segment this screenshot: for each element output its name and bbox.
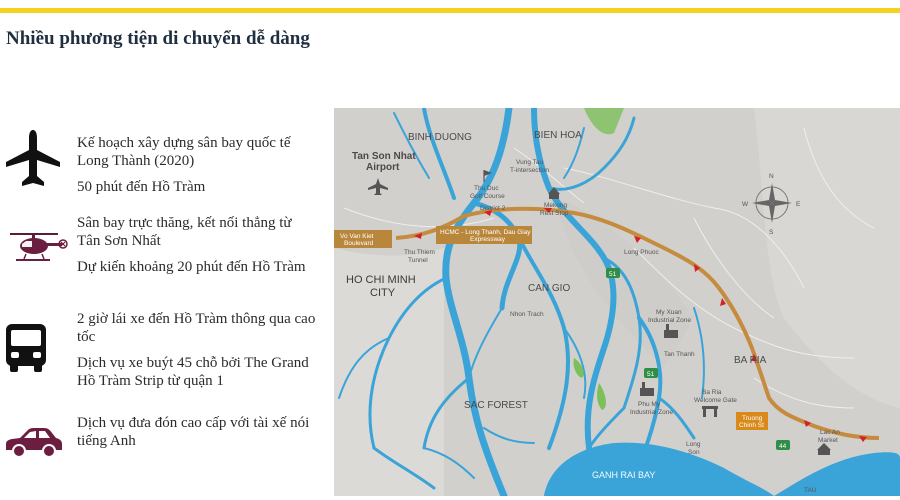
market-icon [817, 443, 831, 455]
top-accent-rule [0, 8, 900, 13]
feature-bus-line-1: 2 giờ lái xe đến Hồ Tràm thông qua cao tốc [77, 311, 316, 345]
label-thu-thiem-1: Thu Thiem [404, 249, 435, 256]
route-shield-51a [606, 268, 620, 278]
label-can-gio: CAN GIO [528, 283, 571, 294]
label-thu-thiem-2: Tunnel [408, 257, 428, 264]
label-lac-an-1: Lac An [820, 429, 840, 436]
label-lac-an-2: Market [818, 437, 838, 444]
label-tan-son-nhat-1: Tan Son Nhat [352, 151, 416, 162]
compass-e: E [796, 201, 801, 208]
label-ba-ria-gate-2: Welcome Gate [694, 397, 737, 404]
label-ganh-rai-bay: GANH RAI BAY [592, 470, 656, 480]
feature-helicopter-line-1: Sân bay trực thăng, kết nối thẳng từ Tân Sơn Nhất [77, 215, 292, 249]
label-tan-thanh: Tan Thanh [664, 351, 695, 358]
compass-w: W [742, 201, 749, 208]
helicopter-icon [4, 230, 68, 271]
svg-text:44: 44 [779, 443, 787, 450]
label-ho-chi-minh: HO CHI MINH [346, 274, 416, 286]
car-icon [4, 426, 64, 465]
label-vo-van-kiet-1: Vo Van Kiet [340, 233, 374, 240]
label-thu-duc-2: Golf Course [470, 193, 505, 200]
label-phu-my-2: Industrial Zone [630, 409, 673, 416]
label-thu-duc-1: Thu Duc [474, 185, 499, 192]
page-title: Nhiều phương tiện di chuyển dễ dàng [6, 28, 310, 49]
factory-icon-phu-my [640, 382, 654, 396]
label-expressway-2: Expressway [470, 236, 506, 243]
compass-s: S [769, 229, 774, 236]
label-my-xuan-2: Industrial Zone [648, 317, 691, 324]
label-mekong-1: Mekong [544, 202, 568, 209]
feature-airport-line-2: 50 phút đến Hồ Tràm [77, 179, 206, 195]
label-expressway-1: HCMC - Long Thanh, Dau Giay [440, 229, 531, 236]
svg-text:51: 51 [609, 271, 617, 278]
svg-text:51: 51 [647, 371, 655, 378]
bus-icon [4, 322, 48, 379]
feature-airport-line-1: Kế hoạch xây dựng sân bay quốc tế Long Thành (2020) [77, 135, 291, 169]
feature-car-line-1: Dịch vụ đưa đón cao cấp với tài xế nói tiếng Anh [77, 415, 310, 449]
label-binh-duong: BINH DUONG [408, 132, 472, 143]
label-vung-tau-short: TAU [804, 487, 817, 494]
label-nhon-trach: Nhon Trach [510, 311, 544, 318]
label-ba-ria: BA RIA [734, 355, 767, 366]
route-shield-44 [776, 440, 790, 450]
label-bien-hoa: BIEN HOA [534, 130, 582, 141]
label-tan-son-nhat-2: Airport [366, 162, 400, 173]
label-ba-ria-gate-1: Ba Ria [702, 389, 722, 396]
route-shield-51b [644, 368, 658, 378]
label-truong-chinh-2: Chinh St [739, 422, 764, 429]
label-vo-van-kiet-2: Boulevard [344, 240, 374, 247]
label-long-phuoc: Long Phuoc [624, 249, 659, 256]
label-district-2: District 2 [480, 205, 506, 212]
label-sac-forest: SAC FOREST [464, 400, 528, 411]
welcome-gate-icon [702, 406, 718, 417]
feature-bus-line-2: Dịch vụ xe buýt 45 chỗ bởi The Grand Hồ Tràm Strip từ quận 1 [77, 355, 309, 389]
label-long-son-1: Long [686, 441, 701, 448]
compass-n: N [769, 173, 774, 180]
label-truong-chinh-1: Truong [742, 415, 763, 422]
label-my-xuan-1: My Xuan [656, 309, 682, 316]
label-phu-my-1: Phu My [638, 401, 661, 408]
map-airport-icon [368, 178, 388, 195]
label-city: CITY [370, 287, 396, 299]
label-long-son-2: Son [688, 449, 700, 456]
airplane-icon [4, 128, 62, 193]
label-vung-tau-1: Vung Tau [516, 159, 544, 166]
feature-helicopter-line-2: Dự kiến khoảng 20 phút đến Hồ Tràm [77, 259, 306, 275]
route-map [334, 108, 900, 496]
label-mekong-2: Rest Stop [540, 210, 569, 217]
label-vung-tau-2: T-intersection [510, 167, 550, 174]
